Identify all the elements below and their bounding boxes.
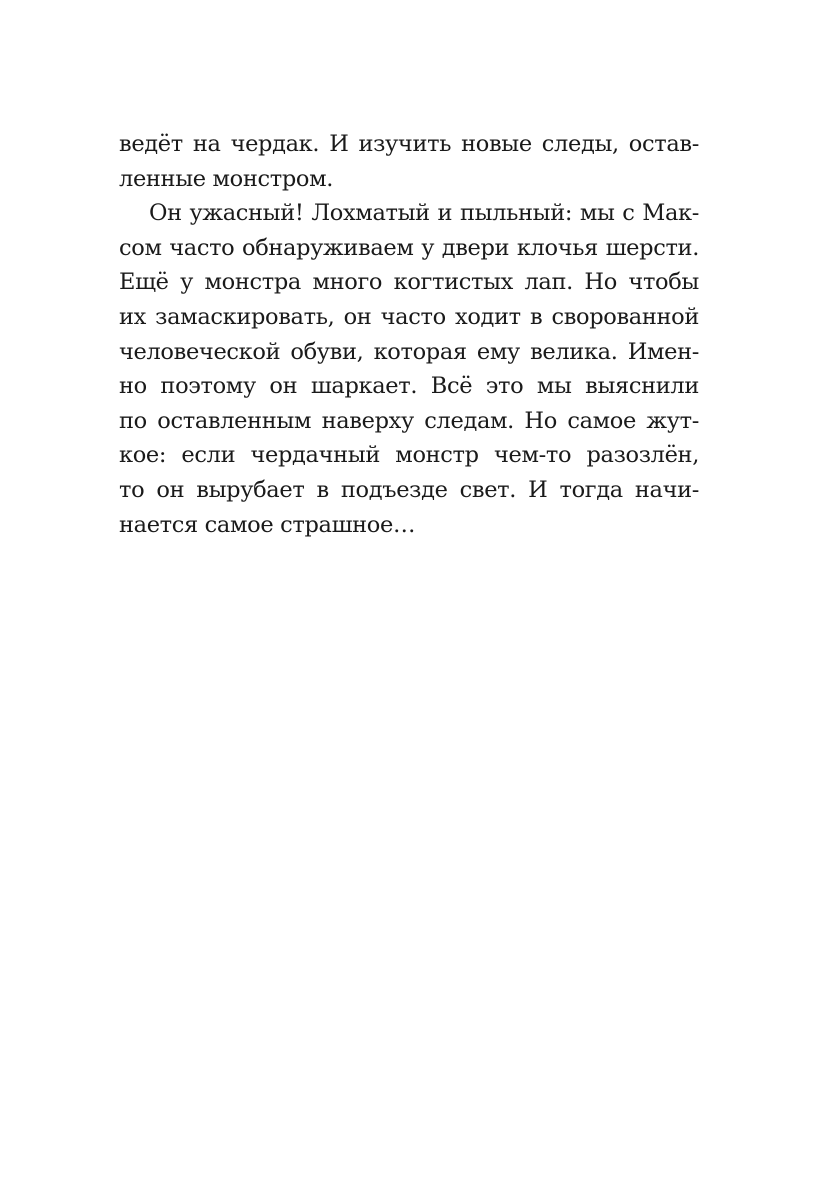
text-line: их замаскировать, он часто ходит в своровaнной — [119, 303, 699, 330]
text-line: человеческой обуви, которая ему велика. Имен- — [119, 338, 699, 365]
text-line: Он ужасный! Лохматый и пыльный: мы с Мак- — [149, 200, 699, 227]
paragraph-1 — [119, 127, 699, 196]
text-line: Ещё у монстра много когтистых лап. Но чтобы — [119, 269, 699, 296]
text-line: нается самое страшное… — [119, 511, 416, 538]
text-line: ведёт на чердак. И изучить новые следы, остав- — [119, 131, 699, 157]
text-line: но поэтому он шаркает. Всё это мы выяснили — [119, 373, 699, 400]
text-line: ленные монстром. — [119, 165, 334, 192]
text-line: по оставленным наверху следам. Но самое жут- — [119, 407, 699, 434]
paragraph-2 — [119, 196, 699, 542]
text-line: сом часто обнаруживаем у двери клочья шерсти. — [119, 234, 699, 261]
text-block — [119, 127, 699, 542]
text-line: то он вырубает в подъезде свет. И тогда начи- — [119, 476, 699, 503]
text-line: кое: если чердачный монстр чем-то разозлён, — [119, 442, 699, 469]
